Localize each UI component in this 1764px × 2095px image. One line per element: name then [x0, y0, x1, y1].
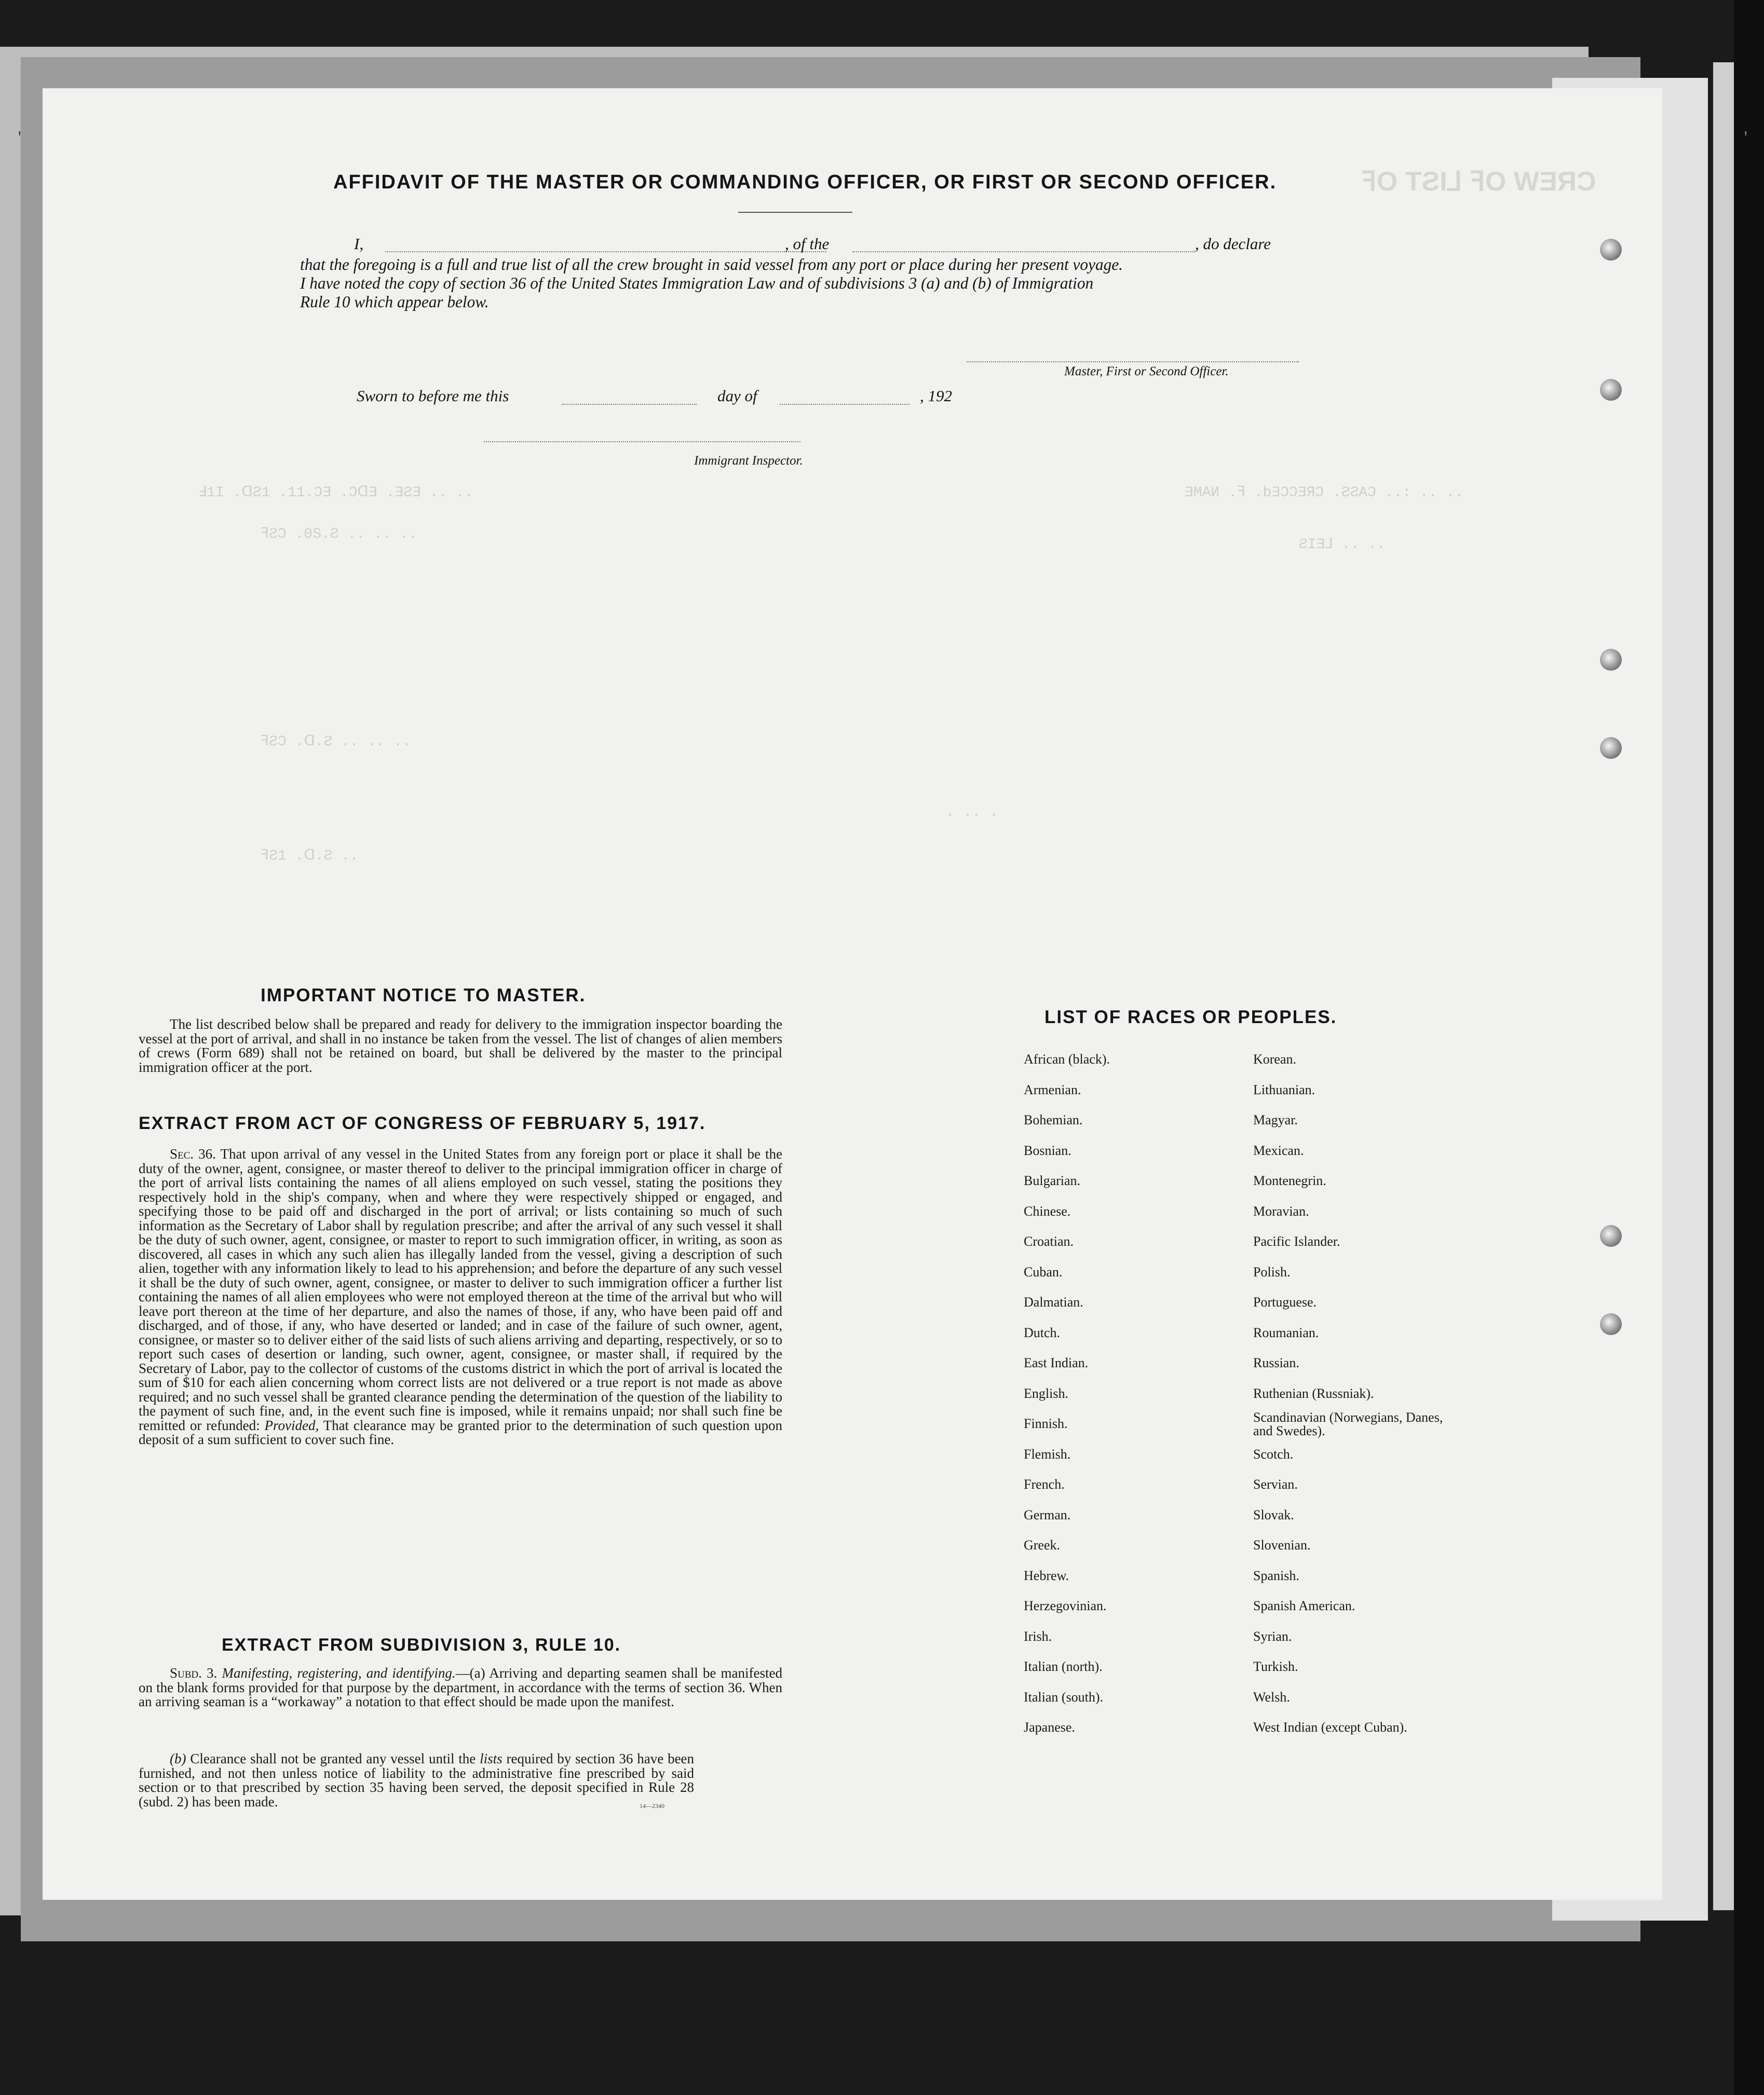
notice-title: IMPORTANT NOTICE TO MASTER. [261, 985, 586, 1005]
subd-label: Subd. 3. [170, 1665, 218, 1681]
section-text-end: That clearance may be granted prior to the determination of such question upon deposit of a sum sufficient to cover such fine. [139, 1417, 783, 1447]
race-item: Slovenian. [1253, 1538, 1311, 1553]
race-item: Scotch. [1253, 1446, 1294, 1462]
affidavit-title: AFFIDAVIT OF THE MASTER OR COMMANDING OFFICER, OR FIRST OR SECOND OFFICER. [333, 171, 1277, 193]
race-item: Hebrew. [1024, 1568, 1069, 1583]
master-signature-field[interactable] [967, 361, 1299, 362]
subd-b-body-2: required by section 36 have been furnished, and not then unless notice of liability to the administrative fine prescribed by said section or to that prescribed by section 35 having been served, the deposit specified in Rule 28 (subd. 2) has been made. [139, 1751, 695, 1810]
race-item: Portuguese. [1253, 1295, 1317, 1310]
race-item: Welsh. [1253, 1689, 1290, 1705]
sworn-day-field[interactable] [562, 404, 697, 405]
race-item: Herzegovinian. [1024, 1598, 1107, 1613]
day-of-label: day of [717, 387, 757, 405]
race-item: Roumanian. [1253, 1325, 1319, 1340]
subd-b-body-1: Clearance shall not be granted any vessel until the [190, 1751, 476, 1766]
race-item: Ruthenian (Russniak). [1253, 1385, 1374, 1401]
affiant-label: I, [354, 235, 364, 253]
race-item: Slovak. [1253, 1507, 1294, 1522]
master-signature-label: Master, First or Second Officer. [1064, 364, 1229, 378]
affidavit-line-1: that the foregoing is a full and true list of all the crew brought in said vessel from any port or place during her present voyage. [300, 255, 1123, 274]
section-label: Sec. 36. [170, 1146, 216, 1162]
race-item: Bohemian. [1024, 1112, 1083, 1127]
section-text: That upon arrival of any vessel in the United States from any foreign port or place it shall be the duty of the owner, agent, consignee, or master thereof to deliver to the principal immigration officer in charge of the port of arrival lists containing the names of all aliens employed on such vessel, stating the positions they respectively hold in the ship's company, when and where they were respectively shipped or engaged, and specifying those to be paid off and discharged in the port of arrival; or lists containing so much of such information as the Secretary of Labor shall by regulation prescribe; and after the arrival of any such vessel it shall be the duty of such owner, agent, consignee, or master to report to such immigration officer, in writing, as soon as discovered, all cases in which any such alien has illegally landed from the vessel, giving a description of such alien, together with any information likely to lead to his apprehension; and before the departure of any such vessel it shall be the duty of such owner, agent, consignee, or master to deliver to such immigration officer a further list containing the names of all alien employees who were not employed thereon at the time of the arrival but who will leave port thereon at the time of her departure, and also the names of those, if any, who have been paid off and discharged, and of those, if any, who have deserted or landed; and in case of the failure of such owner, agent, consignee, or master so to deliver either of the said lists of such aliens arriving and departing, respectively, or so to report such cases of desertion or landing, such owner, agent, consignee, or master shall, if required by the Secretary of Labor, pay to the collector of customs of the customs district in which the port of arrival is located the sum of $10 for each alien concerning whom correct lists are not delivered or a true report is not made as above required; and no such vessel shall be granted clearance pending the determination of the question of the liability to the payment of such fine, and, in the event such fine is imposed, while it remains unpaid; nor shall such fine be remitted or refunded: [139, 1146, 783, 1433]
race-item: Flemish. [1024, 1446, 1071, 1462]
affidavit-line-3: Rule 10 which appear below. [300, 293, 489, 311]
bleed-through-text: ƧIƎ⅃ .. .. [1299, 537, 1386, 553]
bleed-through-text: ꟻƧƆ .ᗡ.Ƨ .. .. .. [261, 734, 411, 750]
punch-hole [1600, 1225, 1622, 1247]
affidavit-line-2: I have noted the copy of section 36 of the United States Immigration Law and of subdivisions 3 (a) and (b) of Immigration [300, 274, 1094, 292]
race-item: Russian. [1253, 1355, 1299, 1370]
races-list-left [1024, 1044, 1110, 1743]
bleed-through-text: ƎMAИ .ꟻ .bƎƆƆƎЯƆ .ƧƧAƆ ..: .. .. [1185, 485, 1463, 501]
punch-hole [1600, 1313, 1622, 1335]
edge-fragment: ' [16, 130, 24, 145]
inspector-label: Immigrant Inspector. [694, 454, 803, 468]
race-item: Syrian. [1253, 1628, 1292, 1644]
race-item: Montenegrin. [1253, 1173, 1326, 1188]
race-item: English. [1024, 1385, 1068, 1401]
race-item: Scandinavian (Norwegians, Danes, and Swedes). [1253, 1410, 1443, 1438]
subd-a-body: Arriving and departing seamen shall be manifested on the blank forms provided for that purpose by the department, in accordance with the terms of section 36. When an arriving seaman is a “workaway” a notation to that effect should be made upon the manifest. [139, 1665, 783, 1709]
races-title: LIST OF RACES OR PEOPLES. [1044, 1007, 1337, 1027]
race-item: Dalmatian. [1024, 1295, 1083, 1310]
scanner-frame [1734, 0, 1764, 2095]
race-item: Irish. [1024, 1628, 1052, 1644]
act-extract-body [139, 1147, 782, 1447]
race-item: German. [1024, 1507, 1071, 1522]
bleed-through-text: ꟻƧ1 .ᗡ.Ƨ .. [261, 848, 359, 864]
race-item: Greek. [1024, 1538, 1061, 1553]
race-item: East Indian. [1024, 1355, 1089, 1370]
rule-extract-title: EXTRACT FROM SUBDIVISION 3, RULE 10. [222, 1635, 621, 1655]
race-item: Servian. [1253, 1477, 1298, 1492]
race-item: West Indian (except Cuban). [1253, 1720, 1407, 1735]
race-item: Cuban. [1024, 1264, 1063, 1280]
subd-heading: Manifesting, registering, and identifying. [222, 1665, 456, 1681]
manifest-page [43, 88, 1662, 1900]
year-label: , 192 [920, 387, 952, 405]
race-item: Dutch. [1024, 1325, 1061, 1340]
punch-hole [1600, 379, 1622, 401]
punch-hole [1600, 649, 1622, 671]
bleed-through-text: ꟻƧƆ .0S.Ƨ .. .. .. [261, 526, 417, 542]
race-item: Lithuanian. [1253, 1082, 1315, 1097]
notice-body: The list described below shall be prepared and ready for delivery to the immigration inspector boarding the vessel at the port of arrival, and shall in no instance be taken from the vessel. The list of changes of alien members of crews (Form 689) shall not be retained on board, but shall be delivered by the master to the principal immigration officer at the port. [139, 1016, 782, 1075]
race-item: Magyar. [1253, 1112, 1298, 1127]
race-item: Italian (north). [1024, 1659, 1103, 1674]
punch-hole [1600, 737, 1622, 759]
race-item: Finnish. [1024, 1416, 1068, 1431]
provided-label: Provided, [264, 1417, 319, 1433]
race-item: Bosnian. [1024, 1142, 1071, 1158]
act-extract-title: EXTRACT FROM ACT OF CONGRESS OF FEBRUARY 5, 1917. [139, 1113, 706, 1133]
sworn-label: Sworn to before me this [357, 387, 509, 405]
race-item: Mexican. [1253, 1142, 1304, 1158]
race-item: Chinese. [1024, 1203, 1071, 1219]
race-item: Moravian. [1253, 1203, 1309, 1219]
subd-b-label: (b) [170, 1751, 186, 1766]
races-list-right [1253, 1044, 1450, 1743]
race-item: Armenian. [1024, 1082, 1081, 1097]
race-item: Japanese. [1024, 1720, 1075, 1735]
race-item: French. [1024, 1477, 1065, 1492]
inspector-signature-field[interactable] [484, 441, 800, 442]
rule-extract-b [139, 1752, 694, 1809]
vessel-label: , of the [785, 235, 830, 253]
race-item: Italian (south). [1024, 1689, 1104, 1705]
form-code: 14—2340 [640, 1802, 664, 1810]
race-item: Spanish American. [1253, 1598, 1355, 1613]
race-item: Turkish. [1253, 1659, 1298, 1674]
race-item: Spanish. [1253, 1568, 1299, 1583]
vessel-name-field[interactable] [852, 251, 1195, 252]
sworn-month-field[interactable] [780, 404, 910, 405]
race-item: Pacific Islander. [1253, 1234, 1340, 1249]
lists-word: lists [480, 1751, 503, 1766]
race-item: Polish. [1253, 1264, 1291, 1280]
declare-label: , do declare [1195, 235, 1271, 253]
subd-a-label: —(a) [455, 1665, 485, 1681]
race-item: Korean. [1253, 1052, 1297, 1067]
divider [738, 212, 852, 213]
race-item: Bulgarian. [1024, 1173, 1081, 1188]
bleed-through-text: Ⅎ1I .ᗡƧ1 .11.ƆƎ .ƆᗡƎ .ƎƧƎ .. .. [198, 485, 473, 501]
rule-extract-a [139, 1666, 782, 1709]
bleed-through-text: . .. . [946, 805, 998, 821]
race-item: African (black). [1024, 1052, 1110, 1067]
affiant-name-field[interactable] [385, 251, 826, 252]
punch-hole [1600, 239, 1622, 261]
bleed-through-text: ꟻO TƧI⅃ ꟻO WƎЯƆ [1361, 167, 1596, 197]
edge-fragment: ' [1742, 130, 1750, 145]
race-item: Croatian. [1024, 1234, 1074, 1249]
